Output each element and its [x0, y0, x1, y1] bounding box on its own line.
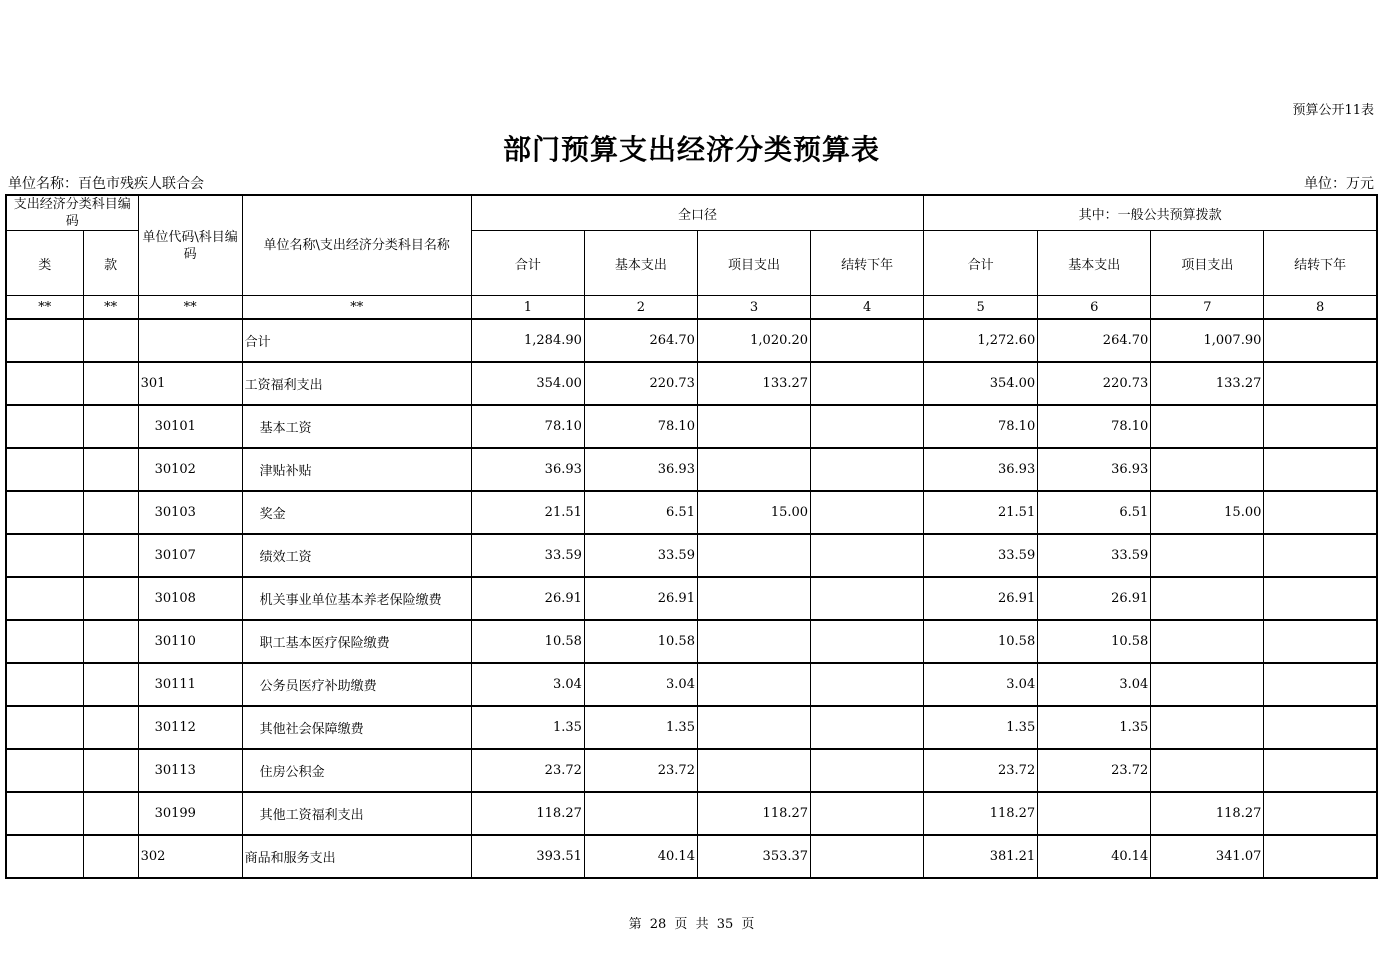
cell-lei — [6, 792, 83, 835]
cell-value: 220.73 — [584, 362, 697, 405]
cell-value: 26.91 — [471, 577, 584, 620]
cell-name: 奖金 — [242, 491, 471, 534]
cell-value: 133.27 — [697, 362, 810, 405]
cell-value: 1,007.90 — [1151, 319, 1264, 362]
cell-value: 1,020.20 — [697, 319, 810, 362]
cell-value — [697, 663, 810, 706]
cell-value: 26.91 — [924, 577, 1038, 620]
cell-value — [1151, 620, 1264, 663]
cell-value: 10.58 — [471, 620, 584, 663]
cell-lei — [6, 534, 83, 577]
cell-value — [1264, 620, 1377, 663]
cell-value: 10.58 — [584, 620, 697, 663]
cell-name: 商品和服务支出 — [242, 835, 471, 878]
cell-value — [697, 534, 810, 577]
cell-value: 3.04 — [584, 663, 697, 706]
cell-value — [1151, 577, 1264, 620]
cell-value — [1264, 749, 1377, 792]
index-cell: 3 — [697, 296, 810, 320]
table-row — [6, 706, 1377, 749]
cell-value: 264.70 — [1038, 319, 1151, 362]
header-all-caliber: 全口径 — [471, 195, 923, 231]
cell-name: 公务员医疗补助缴费 — [242, 663, 471, 706]
budget-table — [5, 194, 1378, 879]
cell-value — [1151, 405, 1264, 448]
cell-lei — [6, 577, 83, 620]
table-row — [6, 577, 1377, 620]
cell-value: 118.27 — [697, 792, 810, 835]
cell-name: 工资福利支出 — [242, 362, 471, 405]
cell-value: 1.35 — [471, 706, 584, 749]
header-col: 结转下年 — [811, 231, 924, 296]
cell-value — [1264, 362, 1377, 405]
table-row — [6, 835, 1377, 878]
header-econ-code: 支出经济分类科目编码 — [6, 195, 138, 231]
cell-value — [811, 749, 924, 792]
cell-value — [811, 362, 924, 405]
cell-name: 其他社会保障缴费 — [242, 706, 471, 749]
index-cell: ** — [83, 296, 138, 320]
cell-value: 33.59 — [584, 534, 697, 577]
cell-name: 津贴补贴 — [242, 448, 471, 491]
cell-value — [1151, 706, 1264, 749]
cell-code: 30113 — [138, 749, 242, 792]
cell-value: 118.27 — [924, 792, 1038, 835]
table-row — [6, 362, 1377, 405]
cell-value — [811, 706, 924, 749]
cell-value: 118.27 — [471, 792, 584, 835]
cell-lei — [6, 319, 83, 362]
table-row — [6, 749, 1377, 792]
header-unit-code: 单位代码\科目编码 — [138, 195, 242, 296]
cell-value — [811, 405, 924, 448]
cell-value: 23.72 — [584, 749, 697, 792]
cell-value — [1151, 534, 1264, 577]
cell-value — [1151, 749, 1264, 792]
cell-value: 33.59 — [471, 534, 584, 577]
cell-value: 133.27 — [1151, 362, 1264, 405]
cell-value — [584, 792, 697, 835]
table-row — [6, 534, 1377, 577]
index-cell: 7 — [1151, 296, 1264, 320]
index-cell: ** — [6, 296, 83, 320]
cell-value — [697, 405, 810, 448]
cell-value: 23.72 — [1038, 749, 1151, 792]
cell-kuan — [83, 749, 138, 792]
cell-kuan — [83, 620, 138, 663]
cell-name: 合计 — [242, 319, 471, 362]
header-col: 项目支出 — [1151, 231, 1264, 296]
cell-value — [1264, 405, 1377, 448]
cell-value: 78.10 — [1038, 405, 1151, 448]
header-col: 项目支出 — [697, 231, 810, 296]
cell-value: 40.14 — [1038, 835, 1151, 878]
cell-name: 职工基本医疗保险缴费 — [242, 620, 471, 663]
cell-value — [1264, 663, 1377, 706]
cell-value: 10.58 — [1038, 620, 1151, 663]
cell-value — [811, 319, 924, 362]
cell-value: 36.93 — [1038, 448, 1151, 491]
cell-value — [811, 792, 924, 835]
cell-kuan — [83, 792, 138, 835]
cell-value — [811, 620, 924, 663]
index-cell: 6 — [1038, 296, 1151, 320]
cell-kuan — [83, 706, 138, 749]
cell-kuan — [83, 319, 138, 362]
cell-code: 302 — [138, 835, 242, 878]
header-general-budget: 其中：一般公共预算拨款 — [924, 195, 1377, 231]
cell-value: 21.51 — [924, 491, 1038, 534]
cell-value — [811, 534, 924, 577]
cell-code: 30102 — [138, 448, 242, 491]
table-row — [6, 448, 1377, 491]
cell-value: 6.51 — [584, 491, 697, 534]
cell-value — [1151, 663, 1264, 706]
cell-value: 1.35 — [1038, 706, 1151, 749]
index-cell: 8 — [1264, 296, 1377, 320]
cell-value — [1038, 792, 1151, 835]
cell-value — [811, 835, 924, 878]
cell-code: 30111 — [138, 663, 242, 706]
cell-value: 33.59 — [924, 534, 1038, 577]
cell-kuan — [83, 491, 138, 534]
cell-value: 381.21 — [924, 835, 1038, 878]
cell-value: 341.07 — [1151, 835, 1264, 878]
cell-code: 30108 — [138, 577, 242, 620]
index-cell: 2 — [584, 296, 697, 320]
cell-code: 30103 — [138, 491, 242, 534]
cell-kuan — [83, 835, 138, 878]
cell-name: 其他工资福利支出 — [242, 792, 471, 835]
cell-value — [697, 749, 810, 792]
cell-value: 21.51 — [471, 491, 584, 534]
cell-value: 78.10 — [584, 405, 697, 448]
cell-value — [811, 577, 924, 620]
cell-code: 30101 — [138, 405, 242, 448]
form-code: 预算公开11表 — [1292, 103, 1374, 118]
cell-kuan — [83, 448, 138, 491]
table-body — [6, 319, 1377, 878]
cell-value: 1.35 — [924, 706, 1038, 749]
cell-value: 6.51 — [1038, 491, 1151, 534]
cell-lei — [6, 362, 83, 405]
unit-label: 单位：万元 — [1304, 176, 1374, 192]
header-unit-desc: 单位名称\支出经济分类科目名称 — [242, 195, 471, 296]
cell-name: 机关事业单位基本养老保险缴费 — [242, 577, 471, 620]
table-row — [6, 620, 1377, 663]
cell-lei — [6, 663, 83, 706]
table-row — [6, 663, 1377, 706]
cell-lei — [6, 491, 83, 534]
cell-code: 30112 — [138, 706, 242, 749]
cell-value: 264.70 — [584, 319, 697, 362]
cell-name: 住房公积金 — [242, 749, 471, 792]
header-col: 基本支出 — [584, 231, 697, 296]
page-title: 部门预算支出经济分类预算表 — [502, 133, 880, 166]
page-footer: 第 28 页 共 35 页 — [628, 917, 755, 932]
cell-value: 33.59 — [1038, 534, 1151, 577]
index-cell: 1 — [471, 296, 584, 320]
cell-value: 354.00 — [924, 362, 1038, 405]
cell-code: 30107 — [138, 534, 242, 577]
index-cell: 5 — [924, 296, 1038, 320]
cell-value: 15.00 — [1151, 491, 1264, 534]
cell-code: 30199 — [138, 792, 242, 835]
cell-value: 40.14 — [584, 835, 697, 878]
cell-value — [697, 577, 810, 620]
table-row — [6, 319, 1377, 362]
header-col: 合计 — [471, 231, 584, 296]
cell-value: 78.10 — [471, 405, 584, 448]
cell-value: 354.00 — [471, 362, 584, 405]
unit-name: 单位名称：百色市残疾人联合会 — [8, 176, 204, 192]
cell-kuan — [83, 534, 138, 577]
cell-kuan — [83, 663, 138, 706]
header-col: 合计 — [924, 231, 1038, 296]
index-cell: 4 — [811, 296, 924, 320]
cell-lei — [6, 749, 83, 792]
cell-value — [1264, 491, 1377, 534]
cell-value: 26.91 — [584, 577, 697, 620]
header-col: 结转下年 — [1264, 231, 1377, 296]
cell-value: 3.04 — [1038, 663, 1151, 706]
cell-value: 10.58 — [924, 620, 1038, 663]
cell-lei — [6, 835, 83, 878]
cell-value: 23.72 — [924, 749, 1038, 792]
cell-value — [1264, 835, 1377, 878]
cell-kuan — [83, 405, 138, 448]
cell-kuan — [83, 577, 138, 620]
index-cell: ** — [138, 296, 242, 320]
cell-value — [811, 663, 924, 706]
table-row — [6, 792, 1377, 835]
cell-value — [1264, 534, 1377, 577]
cell-value: 36.93 — [471, 448, 584, 491]
cell-kuan — [83, 362, 138, 405]
cell-code — [138, 319, 242, 362]
cell-value — [697, 448, 810, 491]
cell-value: 1,272.60 — [924, 319, 1038, 362]
cell-value: 26.91 — [1038, 577, 1151, 620]
cell-value — [1264, 792, 1377, 835]
cell-value — [811, 448, 924, 491]
table-row — [6, 405, 1377, 448]
cell-value: 1,284.90 — [471, 319, 584, 362]
cell-value: 220.73 — [1038, 362, 1151, 405]
cell-value: 36.93 — [584, 448, 697, 491]
header-lei: 类 — [6, 231, 83, 296]
cell-name: 绩效工资 — [242, 534, 471, 577]
header-kuan: 款 — [83, 231, 138, 296]
cell-value — [1151, 448, 1264, 491]
cell-value: 3.04 — [471, 663, 584, 706]
cell-value: 78.10 — [924, 405, 1038, 448]
cell-value — [1264, 448, 1377, 491]
cell-value: 393.51 — [471, 835, 584, 878]
index-cell: ** — [242, 296, 471, 320]
cell-value — [1264, 319, 1377, 362]
cell-code: 301 — [138, 362, 242, 405]
table-row — [6, 491, 1377, 534]
cell-name: 基本工资 — [242, 405, 471, 448]
header-col: 基本支出 — [1038, 231, 1151, 296]
cell-code: 30110 — [138, 620, 242, 663]
cell-value — [697, 706, 810, 749]
cell-value — [1264, 706, 1377, 749]
cell-lei — [6, 706, 83, 749]
cell-value: 118.27 — [1151, 792, 1264, 835]
cell-value: 36.93 — [924, 448, 1038, 491]
cell-value — [1264, 577, 1377, 620]
cell-value: 1.35 — [584, 706, 697, 749]
cell-value: 3.04 — [924, 663, 1038, 706]
cell-value: 15.00 — [697, 491, 810, 534]
cell-value: 23.72 — [471, 749, 584, 792]
cell-value: 353.37 — [697, 835, 810, 878]
cell-value — [811, 491, 924, 534]
cell-value — [697, 620, 810, 663]
cell-lei — [6, 620, 83, 663]
cell-lei — [6, 448, 83, 491]
cell-lei — [6, 405, 83, 448]
